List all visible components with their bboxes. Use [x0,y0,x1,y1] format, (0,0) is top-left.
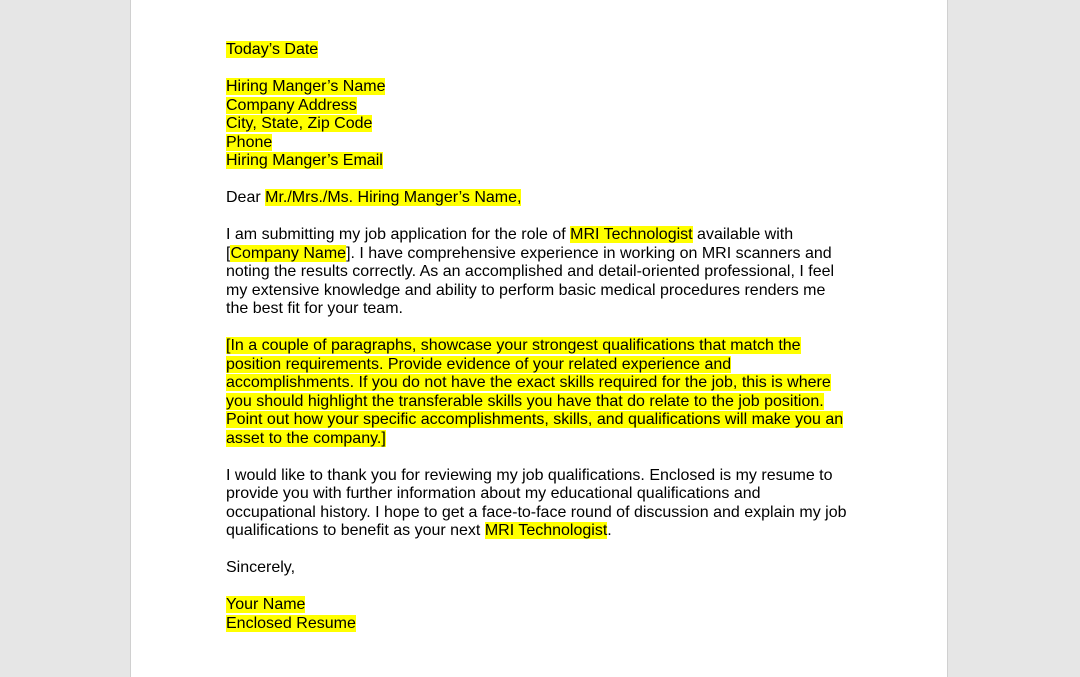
intro-paragraph [226,226,866,319]
placeholder-line: asset to the company.] [226,429,386,447]
signature-block [226,596,866,633]
qualifications-placeholder-paragraph [226,337,866,448]
date-line [226,41,866,60]
closing-paragraph [226,467,866,541]
sign-off-text: Sincerely, [226,559,296,576]
recipient-name: Hiring Manger’s Name [226,78,386,95]
closing-text: . [607,522,612,539]
job-title-highlight: MRI Technologist [484,522,608,539]
signature-name: Your Name [226,596,306,613]
salutation [226,189,866,208]
document-page [130,0,948,677]
intro-text: available with [692,226,794,243]
placeholder-line: position requirements. Provide evidence of your related experience and [226,355,732,373]
intro-line: my extensive knowledge and ability to perform basic medical procedures renders me [226,281,826,299]
intro-text: [ [226,244,231,262]
intro-text: I am submitting my job application for the role of [226,226,571,243]
enclosure-note: Enclosed Resume [226,614,356,632]
company-name-highlight: Company Name [230,244,347,262]
sign-off [226,559,866,578]
letter-body[interactable] [226,41,866,652]
closing-text: qualifications to benefit as your next [226,522,485,539]
recipient-phone: Phone [226,133,273,151]
recipient-email: Hiring Manger’s Email [226,152,383,169]
closing-line: I would like to thank you for reviewing my job qualifications. Enclosed is my resume to [226,466,833,484]
closing-line: provide you with further information about my educational qualifications and [226,485,761,502]
date-placeholder: Today’s Date [226,41,319,58]
placeholder-line: Point out how your specific accomplishments, skills, and qualifications will make you an [226,411,844,428]
recipient-block [226,78,866,171]
intro-text: ]. I have comprehensive experience in working on MRI scanners and [346,244,832,262]
placeholder-line: you should highlight the transferable skills you have that do relate to the job position. [226,392,824,410]
intro-line: noting the results correctly. As an accomplished and detail-oriented professional, I feel [226,263,835,280]
placeholder-line: [In a couple of paragraphs, showcase your strongest qualifications that match the [226,337,801,354]
salutation-name: Mr./Mrs./Ms. Hiring Manger’s Name, [265,189,522,206]
intro-line: the best fit for your team. [226,300,403,317]
recipient-city-state-zip: City, State, Zip Code [226,115,373,132]
recipient-address: Company Address [226,96,357,114]
salutation-prefix: Dear [226,189,266,206]
closing-line: occupational history. I hope to get a face-to-face round of discussion and explain my job [226,503,847,521]
placeholder-line: accomplishments. If you do not have the exact skills required for the job, this is where [226,374,831,391]
job-title-highlight: MRI Technologist [570,226,693,243]
